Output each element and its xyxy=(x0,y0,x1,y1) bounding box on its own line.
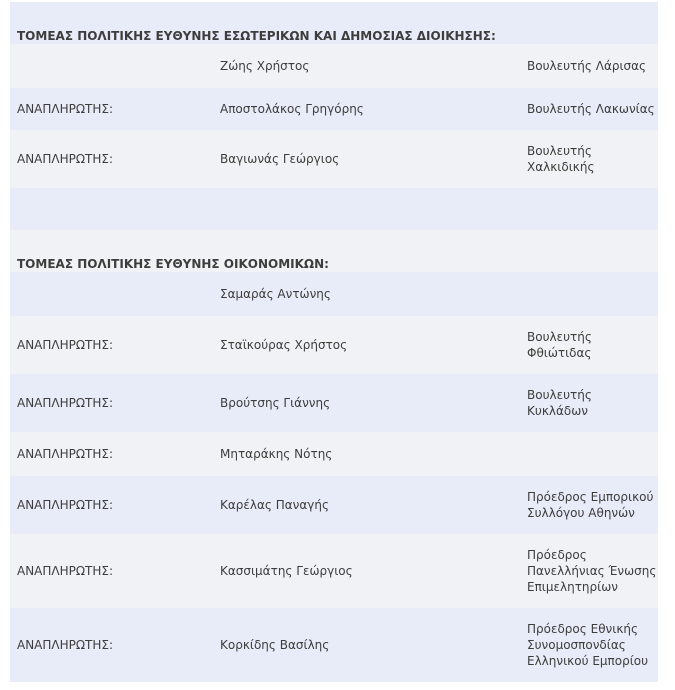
role-label xyxy=(10,272,213,316)
member-post xyxy=(520,432,658,476)
role-label: ΑΝΑΠΛΗΡΩΤΗΣ: xyxy=(10,476,213,534)
role-label: ΑΝΑΠΛΗΡΩΤΗΣ: xyxy=(10,432,213,476)
post-line: Χαλκιδικής xyxy=(527,160,595,174)
post-line: Βουλευτής xyxy=(527,330,592,344)
spacer-row xyxy=(10,188,658,230)
post-line: Ελληνικού Εμπορίου xyxy=(527,654,649,668)
member-post xyxy=(520,534,658,608)
table-row xyxy=(10,272,658,316)
member-post xyxy=(520,374,658,432)
table-row xyxy=(10,44,658,88)
member-post xyxy=(520,272,658,316)
member-name: Κασσιμάτης Γεώργιος xyxy=(213,534,520,608)
table-row xyxy=(10,316,658,374)
table-row xyxy=(10,130,658,188)
role-label: ΑΝΑΠΛΗΡΩΤΗΣ: xyxy=(10,88,213,130)
post-line: Συλλόγου Αθηνών xyxy=(527,506,635,520)
post-line: Βουλευτής Λακωνίας xyxy=(527,102,655,116)
table-row xyxy=(10,476,658,534)
member-name: Ζώης Χρήστος xyxy=(213,44,520,88)
post-line: Βουλευτής xyxy=(527,388,592,402)
member-post xyxy=(520,476,658,534)
post-line: Επιμελητηρίων xyxy=(527,580,618,594)
member-post xyxy=(520,608,658,682)
post-line: Βουλευτής Λάρισας xyxy=(527,59,647,73)
role-label: ΑΝΑΠΛΗΡΩΤΗΣ: xyxy=(10,608,213,682)
table-row xyxy=(10,432,658,476)
role-label: ΑΝΑΠΛΗΡΩΤΗΣ: xyxy=(10,374,213,432)
member-name: Σταϊκούρας Χρήστος xyxy=(213,316,520,374)
post-line: Φθιώτιδας xyxy=(527,346,592,360)
member-name: Αποστολάκος Γρηγόρης xyxy=(213,88,520,130)
role-label xyxy=(10,44,213,88)
post-line: Πανελλήνιας Ένωσης xyxy=(527,564,657,578)
post-line: Κυκλάδων xyxy=(527,404,588,418)
post-line: Συνομοσπονδίας xyxy=(527,638,626,652)
member-name: Καρέλας Παναγής xyxy=(213,476,520,534)
role-label: ΑΝΑΠΛΗΡΩΤΗΣ: xyxy=(10,534,213,608)
member-post xyxy=(520,316,658,374)
section-title: ΤΟΜΕΑΣ ΠΟΛΙΤΙΚΗΣ ΕΥΘΥΝΗΣ ΟΙΚΟΝΟΜΙΚΩΝ: xyxy=(10,230,658,272)
section-header xyxy=(10,2,658,44)
role-label: ΑΝΑΠΛΗΡΩΤΗΣ: xyxy=(10,316,213,374)
committee-roster-table xyxy=(10,2,658,682)
member-post xyxy=(520,130,658,188)
post-line: Πρόεδρος Εμπορικού xyxy=(527,490,654,504)
table-row xyxy=(10,88,658,130)
post-line: Πρόεδρος Εθνικής xyxy=(527,622,639,636)
member-name: Βρούτσης Γιάννης xyxy=(213,374,520,432)
role-label: ΑΝΑΠΛΗΡΩΤΗΣ: xyxy=(10,130,213,188)
member-name: Σαμαράς Αντώνης xyxy=(213,272,520,316)
member-name: Βαγιωνάς Γεώργιος xyxy=(213,130,520,188)
section-title: ΤΟΜΕΑΣ ΠΟΛΙΤΙΚΗΣ ΕΥΘΥΝΗΣ ΕΣΩΤΕΡΙΚΩΝ ΚΑΙ ΔΗΜΟΣΙΑΣ ΔΙΟΙΚΗΣΗΣ: xyxy=(10,2,658,44)
member-name: Κορκίδης Βασίλης xyxy=(213,608,520,682)
member-post xyxy=(520,44,658,88)
member-post xyxy=(520,88,658,130)
table-row xyxy=(10,374,658,432)
section-header xyxy=(10,230,658,272)
table-row xyxy=(10,534,658,608)
member-name: Μηταράκης Νότης xyxy=(213,432,520,476)
table-row xyxy=(10,608,658,682)
post-line: Βουλευτής xyxy=(527,144,592,158)
post-line: Πρόεδρος xyxy=(527,548,587,562)
